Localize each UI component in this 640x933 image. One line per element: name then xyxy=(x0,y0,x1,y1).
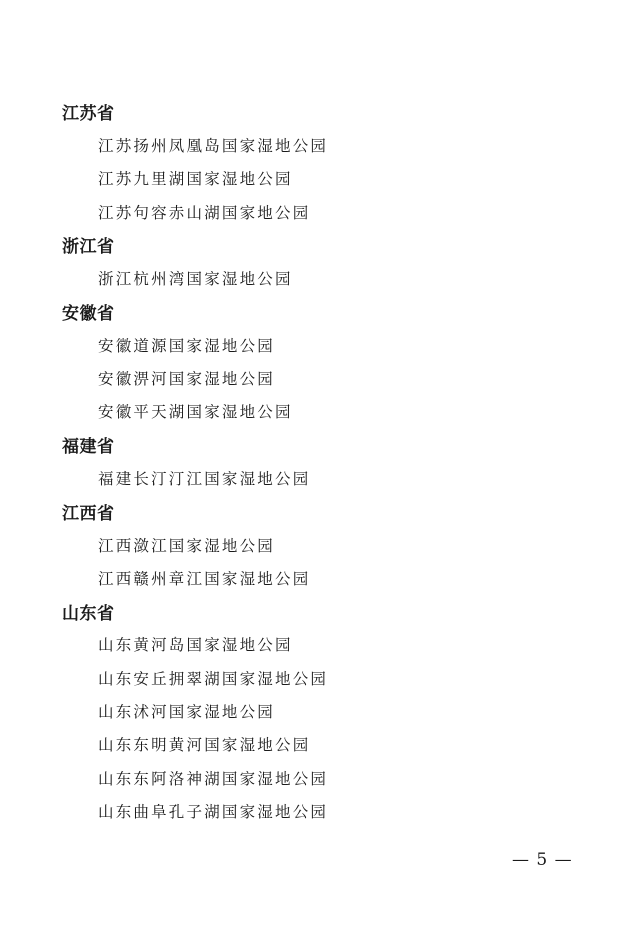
park-list-item: 山东安丘拥翠湖国家湿地公园 xyxy=(98,669,329,688)
province-heading: 福建省 xyxy=(62,437,115,458)
park-list-item: 山东黄河岛国家湿地公园 xyxy=(98,636,293,655)
park-list-item: 江西潋江国家湿地公园 xyxy=(98,536,276,555)
park-list-item: 山东曲阜孔子湖国家湿地公园 xyxy=(98,802,329,821)
park-list-item: 山东东明黄河国家湿地公园 xyxy=(98,736,311,755)
page-number: — 5 — xyxy=(512,850,573,870)
province-heading: 山东省 xyxy=(62,603,115,624)
park-list-item: 安徽平天湖国家湿地公园 xyxy=(98,403,293,422)
province-heading: 安徽省 xyxy=(62,303,115,324)
park-list-item: 安徽淠河国家湿地公园 xyxy=(98,370,276,389)
park-list-item: 江苏九里湖国家湿地公园 xyxy=(98,170,293,189)
park-list-item: 江苏扬州凤凰岛国家湿地公园 xyxy=(98,136,329,155)
province-heading: 江西省 xyxy=(62,503,115,524)
park-list-item: 江西赣州章江国家湿地公园 xyxy=(98,569,311,588)
park-list-item: 安徽道源国家湿地公园 xyxy=(98,336,276,355)
park-list-item: 山东东阿洛神湖国家湿地公园 xyxy=(98,769,329,788)
province-heading: 江苏省 xyxy=(62,104,115,125)
park-list-item: 江苏句容赤山湖国家地公园 xyxy=(98,203,311,222)
province-heading: 浙江省 xyxy=(62,237,115,258)
park-list-item: 浙江杭州湾国家湿地公园 xyxy=(98,270,293,289)
park-list-item: 福建长汀汀江国家湿地公园 xyxy=(98,469,311,488)
document-body xyxy=(0,95,640,828)
park-list-item: 山东沭河国家湿地公园 xyxy=(98,702,276,721)
